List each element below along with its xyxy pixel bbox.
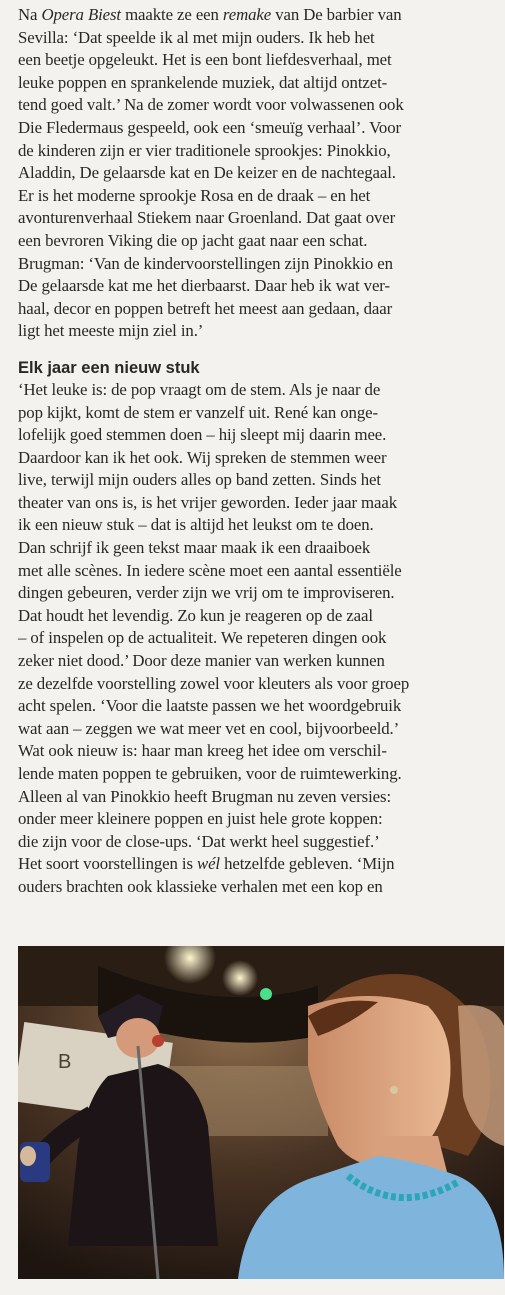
text-line <box>18 140 493 163</box>
text-line <box>18 853 493 876</box>
text-run: een bevroren Viking die op jacht gaat naar een schat. <box>18 230 368 250</box>
text-line <box>18 447 493 470</box>
text-run: Dan schrijf ik geen tekst maar maak ik een draaiboek <box>18 538 371 558</box>
text-run: ze dezelfde voorstelling zowel voor kleuters als voor groep <box>18 673 410 693</box>
text-line <box>18 673 493 696</box>
text-line <box>18 253 493 276</box>
text-line <box>18 379 493 402</box>
text-run: ouders brachten ook klassieke verhalen met een kop en <box>18 876 383 896</box>
text-line <box>18 560 493 583</box>
text-run: de kinderen zijn er vier traditionele sprookjes: Pinokkio, <box>18 140 391 160</box>
text-run: Het soort voorstellingen is <box>18 854 197 874</box>
text-line <box>18 605 493 628</box>
text-line <box>18 695 493 718</box>
text-run: Aladdin, De gelaarsde kat en De keizer en de nachtegaal. <box>18 163 396 183</box>
text-line <box>18 876 493 899</box>
text-run: lofelijk goed stemmen doen – hij sleept mij daarin mee. <box>18 425 387 445</box>
text-line <box>18 763 493 786</box>
text-run: zeker niet dood.’ Door deze manier van werken kunnen <box>18 651 385 671</box>
sign-letter: B <box>58 1051 72 1073</box>
paragraph-2 <box>18 379 493 899</box>
section-heading: Elk jaar een nieuw stuk <box>18 358 200 377</box>
article-photo <box>18 946 504 1279</box>
text-run: hetzelfde gebleven. ‘Mijn <box>220 854 395 874</box>
text-run: Alleen al van Pinokkio heeft Brugman nu zeven versies: <box>18 786 392 806</box>
text-line <box>18 207 493 230</box>
text-run: van De barbier van <box>271 5 402 24</box>
text-line <box>18 320 493 343</box>
text-run: Sevilla: ‘Dat speelde ik al met mijn ouders. Ik heb het <box>18 27 375 47</box>
text-line <box>18 4 493 27</box>
text-line <box>18 582 493 605</box>
text-run: avonturenverhaal Stiekem naar Groenland. Dat gaat over <box>18 208 396 228</box>
text-run: leuke poppen en sprankelende muziek, dat altijd ontzet- <box>18 72 388 92</box>
text-run: Daardoor kan ik het ook. Wij spreken de stemmen weer <box>18 447 387 467</box>
text-run: Wat ook nieuw is: haar man kreeg het idee om verschil- <box>18 741 387 761</box>
text-run: tend goed valt.’ Na de zomer wordt voor volwassenen ook <box>18 95 404 115</box>
text-run: dingen gebeuren, verder zijn we vrij om te improviseren. <box>18 583 395 603</box>
text-run: wat aan – zeggen we wat meer vet en cool, bijvoorbeeld.’ <box>18 718 400 738</box>
text-line <box>18 537 493 560</box>
text-run: onder meer kleinere poppen en juist hele grote koppen: <box>18 809 383 829</box>
text-line <box>18 718 493 741</box>
text-line <box>18 650 493 673</box>
text-run: De gelaarsde kat me het dierbaarst. Daar heb ik wat ver- <box>18 276 390 296</box>
text-run: Er is het moderne sprookje Rosa en de draak – en het <box>18 185 371 205</box>
text-run: Opera Biest <box>41 5 121 24</box>
text-line <box>18 27 493 50</box>
text-line <box>18 185 493 208</box>
text-run: maakte ze een <box>121 5 223 24</box>
text-run: wél <box>196 854 220 874</box>
text-line <box>18 162 493 185</box>
text-line <box>18 831 493 854</box>
text-run: lende maten poppen te gebruiken, voor de ruimtewerking. <box>18 764 402 783</box>
paragraph-1 <box>18 4 493 343</box>
text-run: theater van ons is, is het vrijer geworden. Ieder jaar maak <box>18 492 397 512</box>
text-run: Dat houdt het levendig. Zo kun je reageren op de zaal <box>18 605 373 625</box>
text-run: die zijn voor de close-ups. ‘Dat werkt heel suggestief.’ <box>18 831 380 851</box>
text-run: met alle scènes. In iedere scène moet een aantal essentiële <box>18 560 402 580</box>
text-line <box>18 514 493 537</box>
text-line <box>18 117 493 140</box>
text-run: Die Fledermaus gespeeld, ook een ‘smeuïg verhaal’. Voor <box>18 117 401 137</box>
text-line <box>18 469 493 492</box>
text-line <box>18 740 493 763</box>
text-run: Na <box>18 5 42 24</box>
text-line <box>18 72 493 95</box>
puppeteer-photo <box>18 946 504 1279</box>
text-line <box>18 808 493 831</box>
text-line <box>18 230 493 253</box>
text-line <box>18 298 493 321</box>
text-line <box>18 94 493 117</box>
text-run: haal, decor en poppen betreft het meest aan gedaan, daar <box>18 298 393 318</box>
text-line <box>18 402 493 425</box>
text-run: ik een nieuw stuk – dat is altijd het leukst om te doen. <box>18 515 374 535</box>
text-line <box>18 492 493 515</box>
text-line <box>18 275 493 298</box>
text-run: remake <box>222 5 272 24</box>
text-line <box>18 786 493 809</box>
text-run: Brugman: ‘Van de kindervoorstellingen zijn Pinokkio en <box>18 253 393 273</box>
text-run: een beetje opgeleukt. Het is een bont liefdesverhaal, met <box>18 50 392 70</box>
text-run: live, terwijl mijn ouders alles op band zetten. Sinds het <box>18 470 381 490</box>
text-run: ligt het meeste mijn ziel in.’ <box>18 321 204 341</box>
text-run: acht spelen. ‘Voor die laatste passen we het woordgebruik <box>18 696 402 716</box>
text-line <box>18 627 493 650</box>
text-run: ‘Het leuke is: de pop vraagt om de stem. Als je naar de <box>18 379 381 399</box>
text-line <box>18 49 493 72</box>
text-run: pop kijkt, komt de stem er vanzelf uit. René kan onge- <box>18 402 378 422</box>
text-run: – of inspelen op de actualiteit. We repeteren dingen ook <box>18 628 387 648</box>
article-column <box>18 4 493 899</box>
text-line <box>18 424 493 447</box>
